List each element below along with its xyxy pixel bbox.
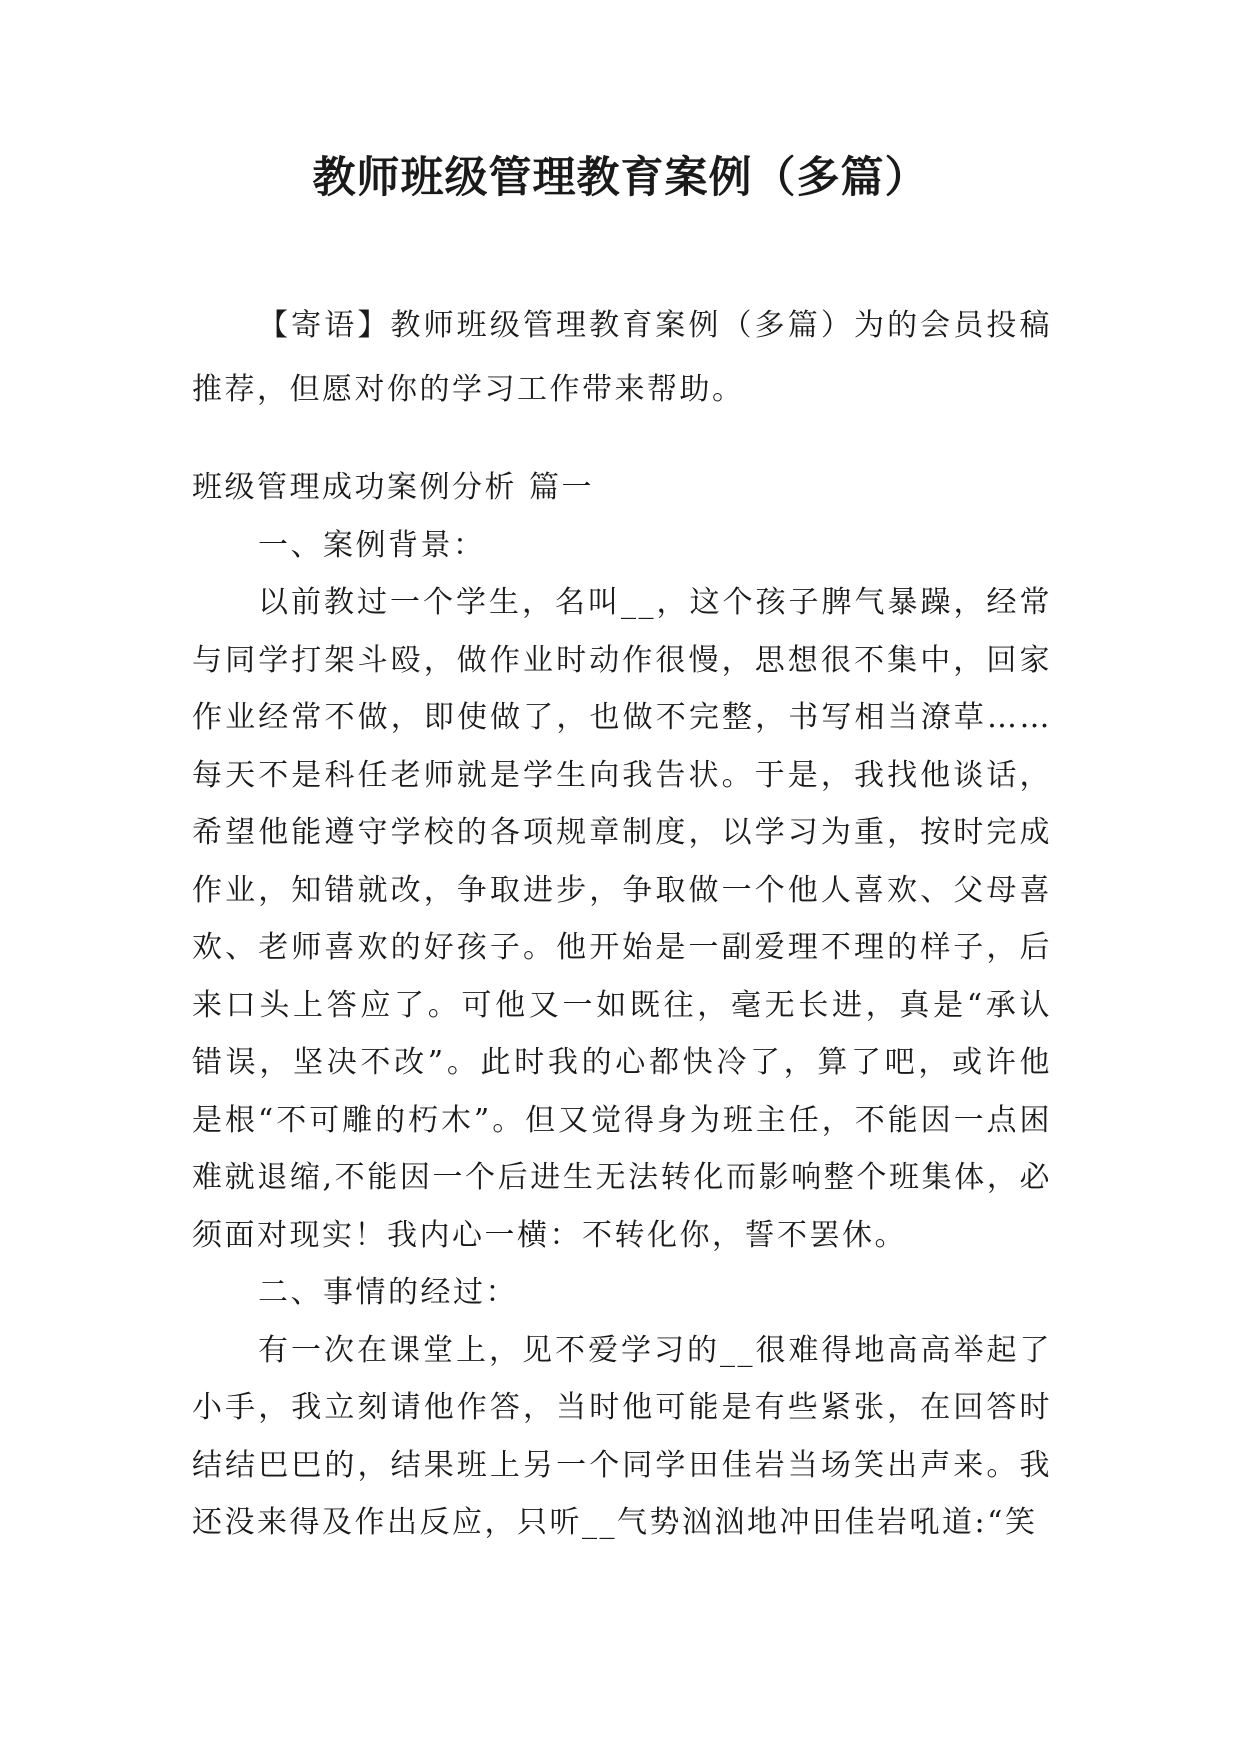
- case-section: [192, 459, 1052, 1552]
- subheading-process: 二、事情的经过：: [258, 1275, 518, 1310]
- paragraph-background: 以前教过一个学生，名叫__，这个孩子脾气暴躁，经常与同学打架斗殴，做作业时动作很慢，思想很不集中，回家作业经常不做，即使做了，也做不完整，书写相当潦草……每天不是科任老师就是学生向我告状。于是，我找他谈话，希望他能遵守学校的各项规章制度，以学习为重，按时完成作业，知错就改，争取进步，争取做一个他人喜欢、父母喜欢、老师喜欢的好孩子。他开始是一副爱理不理的样子，后来口头上答应了。可他又一如既往，毫无长进，真是“承认错误，坚决不改”。此时我的心都快冷了，算了吧，或许他是根“不可雕的朽木”。但又觉得身为班主任，不能因一点困难就退缩,不能因一个后进生无法转化而影响整个班集体，必须面对现实！我内心一横：不转化你，誓不罢休。: [192, 585, 1052, 1253]
- subheading-background: 一、案例背景：: [258, 527, 486, 563]
- document-title: 教师班级管理教育案例（多篇）: [312, 153, 929, 203]
- intro-block: [192, 294, 1052, 422]
- section-heading: 班级管理成功案例分析 篇一: [192, 470, 595, 505]
- paragraph-process: 有一次在课堂上，见不爱学习的__很难得地高高举起了小手，我立刻请他作答，当时他可能是有些紧张，在回答时结结巴巴的，结果班上另一个同学田佳岩当场笑出声来。我还没来得及作出反应，只听__气势汹汹地冲田佳岩吼道:“笑: [192, 1332, 1052, 1540]
- intro-paragraph: 【寄语】教师班级管理教育案例（多篇）为的会员投稿推荐，但愿对你的学习工作带来帮助。: [192, 308, 1052, 407]
